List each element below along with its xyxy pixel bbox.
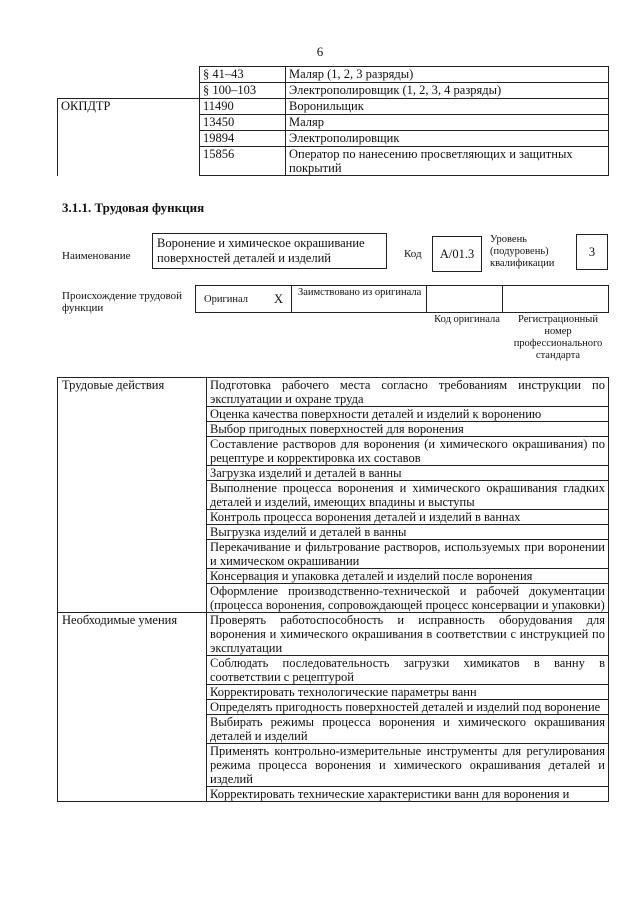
code-cell: 13450: [200, 115, 286, 131]
classifier-cell: ОКПДТР: [58, 99, 200, 115]
borrowed-label: Заимствовано из оригинала: [298, 287, 422, 298]
labor-action-item: Контроль процесса воронения деталей и изделий в ваннах: [207, 510, 609, 525]
function-name-box: Воронение и химическое окрашивание поверхностей деталей и изделий: [152, 233, 387, 269]
code-caption: Код оригинала: [434, 314, 500, 325]
labor-action-item: Оформление производственно-технической и рабочей документации (процесса воронения, сопровождающей процесс консервации и упаковки): [207, 584, 609, 613]
labor-action-item: Составление растворов для воронения (и химического окрашивания) по рецептуре и корректировка их составов: [207, 437, 609, 466]
code-cell: § 41–43: [200, 67, 286, 83]
origin-label: Происхождение трудовой функции: [62, 290, 183, 314]
occupation-name-cell: Маляр: [286, 115, 609, 131]
skill-item: Проверять работоспособность и исправность оборудования для воронения и химического окрашивания в соответствии с инструкцией по эксплуатации: [207, 613, 609, 656]
divider: [502, 286, 503, 312]
classifier-cell: [58, 115, 200, 131]
labor-action-section-label: Трудовые действия: [58, 378, 207, 613]
labor-action-item: Выполнение процесса воронения и химического окрашивания гладких деталей и изделий, имеющих впадины и выступы: [207, 481, 609, 510]
skill-section-label: Необходимые умения: [58, 613, 207, 802]
labor-action-item: Подготовка рабочего места согласно требованиям инструкции по эксплуатации и охране труда: [207, 378, 609, 407]
occupation-codes-table: [57, 66, 609, 176]
labor-action-item: Загрузка изделий и деталей в ванны: [207, 466, 609, 481]
divider: [426, 286, 427, 312]
occupation-name-cell: Оператор по нанесению просветляющих и защитных покрытий: [286, 147, 609, 176]
code-cell: 15856: [200, 147, 286, 176]
code-row: [58, 99, 609, 115]
skill-item: Корректировать технические характеристики ванн для воронения и: [207, 787, 609, 802]
function-code-box: A/01.3: [432, 236, 482, 272]
code-cell: 19894: [200, 131, 286, 147]
section-title: 3.1.1. Трудовая функция: [62, 200, 205, 215]
labor-action-item: Оценка качества поверхности деталей и изделий к воронению: [207, 407, 609, 422]
skill-item: Применять контрольно-измерительные инструменты для регулирования режима процесса воронения и химического окрашивания деталей и изделий: [207, 744, 609, 787]
reg-caption: Регистрационный номер профессионального стандарта: [513, 314, 603, 361]
code-label: Код: [404, 248, 422, 260]
code-row: [58, 83, 609, 99]
skill-row: [58, 613, 609, 656]
labor-action-row: [58, 378, 609, 407]
occupation-name-cell: Электрополировщик (1, 2, 3, 4 разряды): [286, 83, 609, 99]
requirements-table: [57, 377, 609, 802]
classifier-cell: [58, 67, 200, 83]
skill-item: Выбирать режимы процесса воронения и химического окрашивания деталей и изделий: [207, 715, 609, 744]
skill-item: Определять пригодность поверхностей деталей и изделий под воронение: [207, 700, 609, 715]
skill-item: Соблюдать последовательность загрузки химикатов в ванну в соответствии с рецептурой: [207, 656, 609, 685]
skill-item: Корректировать технологические параметры ванн: [207, 685, 609, 700]
code-cell: 11490: [200, 99, 286, 115]
labor-action-item: Перекачивание и фильтрование растворов, используемых при воронении и химическом окрашивании: [207, 540, 609, 569]
original-mark: X: [274, 292, 284, 306]
occupation-name-cell: Воронильщик: [286, 99, 609, 115]
qualification-level-box: 3: [576, 234, 608, 270]
classifier-cell: [58, 131, 200, 147]
labor-action-item: Выбор пригодных поверхностей для воронения: [207, 422, 609, 437]
labor-action-item: Выгрузка изделий и деталей в ванны: [207, 525, 609, 540]
classifier-cell: [58, 83, 200, 99]
code-row: [58, 131, 609, 147]
original-label: Оригинал: [204, 294, 248, 305]
code-row: [58, 115, 609, 131]
labor-action-item: Консервация и упаковка деталей и изделий после воронения: [207, 569, 609, 584]
code-row: [58, 147, 609, 176]
name-label: Наименование: [62, 250, 131, 262]
occupation-name-cell: Маляр (1, 2, 3 разряды): [286, 67, 609, 83]
level-label: Уровень (подуровень) квалификации: [490, 234, 555, 269]
divider: [291, 286, 292, 312]
occupation-name-cell: Электрополировщик: [286, 131, 609, 147]
origin-row: [195, 285, 609, 313]
code-row: [58, 67, 609, 83]
page-number: 6: [316, 44, 324, 59]
code-cell: § 100–103: [200, 83, 286, 99]
classifier-cell: [58, 147, 200, 176]
